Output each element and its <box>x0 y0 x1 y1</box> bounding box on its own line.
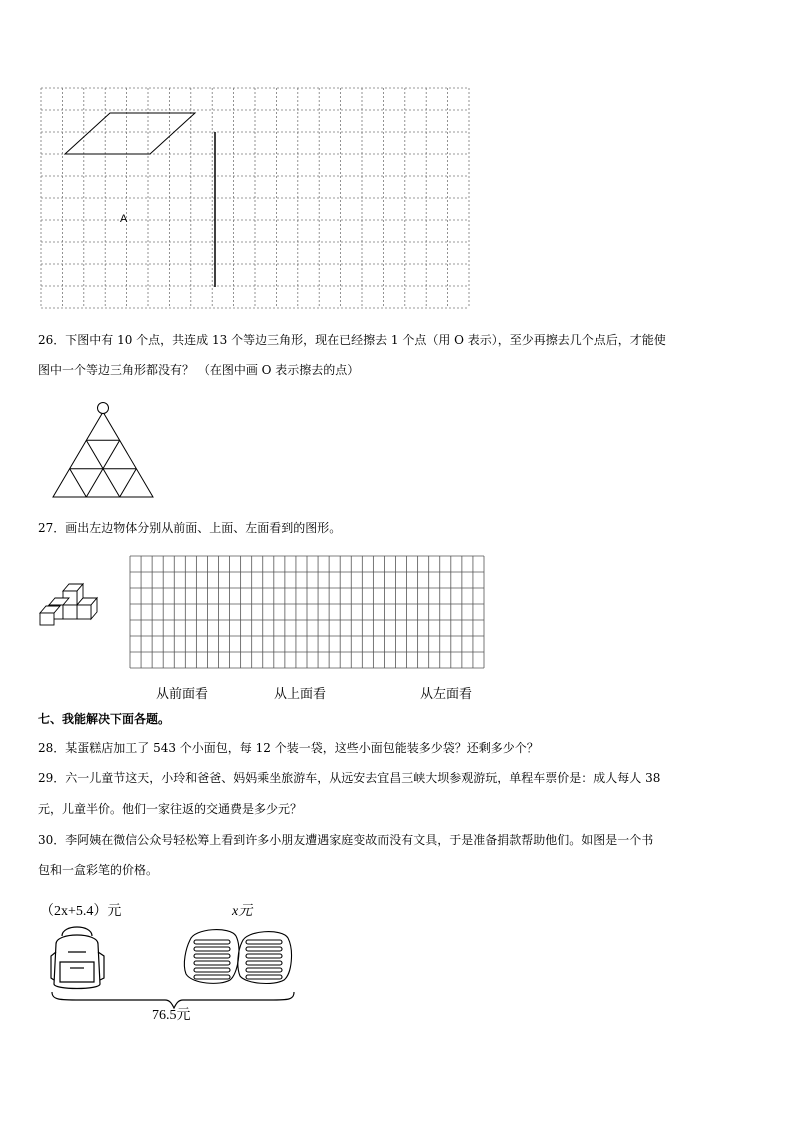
question-26-line2: 图中一个等边三角形都没有？ （在图中画 O 表示擦去的点） <box>38 363 360 377</box>
grid-figure-parallelogram <box>41 88 471 310</box>
caption-front-view: 从前面看 <box>156 686 209 701</box>
pens-price-label: x元 <box>232 904 253 919</box>
caption-left-view: 从左面看 <box>420 686 473 701</box>
question-27: 27．画出左边物体分别从前面、上面、左面看到的图形。 <box>38 521 342 535</box>
erased-point-circle <box>98 403 109 414</box>
question-30-line2: 包和一盒彩笔的价格。 <box>38 863 159 877</box>
parallelogram-a <box>65 113 195 154</box>
question-29-line1: 29．六一儿童节这天，小玲和爸爸、妈妈乘坐旅游车，从远安去宜昌三峡大坝参观游玩，单程车票价是：成人每人 38 <box>38 771 661 785</box>
total-price-label: 76.5元 <box>152 1008 191 1023</box>
answer-grid <box>130 556 486 670</box>
question-29-line2: 元，儿童半价。他们一家往返的交通费是多少元？ <box>38 802 303 816</box>
section-7-heading: 七、我能解决下面各题。 <box>38 712 171 726</box>
parallelogram-label: A <box>120 213 128 225</box>
cube-stack-figure <box>38 580 104 626</box>
question-28: 28．某蛋糕店加工了 543 个小面包，每 12 个装一袋，这些小面包能装多少袋？还剩多少个？ <box>38 741 539 755</box>
question-26-line1: 26．下图中有 10 个点，共连成 13 个等边三角形，现在已经擦去 1 个点（用 O 表示），至少再擦去几个点后，才能使 <box>38 333 666 347</box>
backpack-icon <box>48 922 108 994</box>
question-30-line1: 30．李阿姨在微信公众号轻松筹上看到许多小朋友遭遇家庭变故而没有文具，于是准备捐款帮助他们。如图是一个书 <box>38 833 654 847</box>
colored-pens-icon <box>180 920 298 990</box>
triangle-figure <box>48 400 158 500</box>
backpack-price-label: （2x+5.4）元 <box>40 904 122 919</box>
caption-top-view: 从上面看 <box>274 686 327 701</box>
